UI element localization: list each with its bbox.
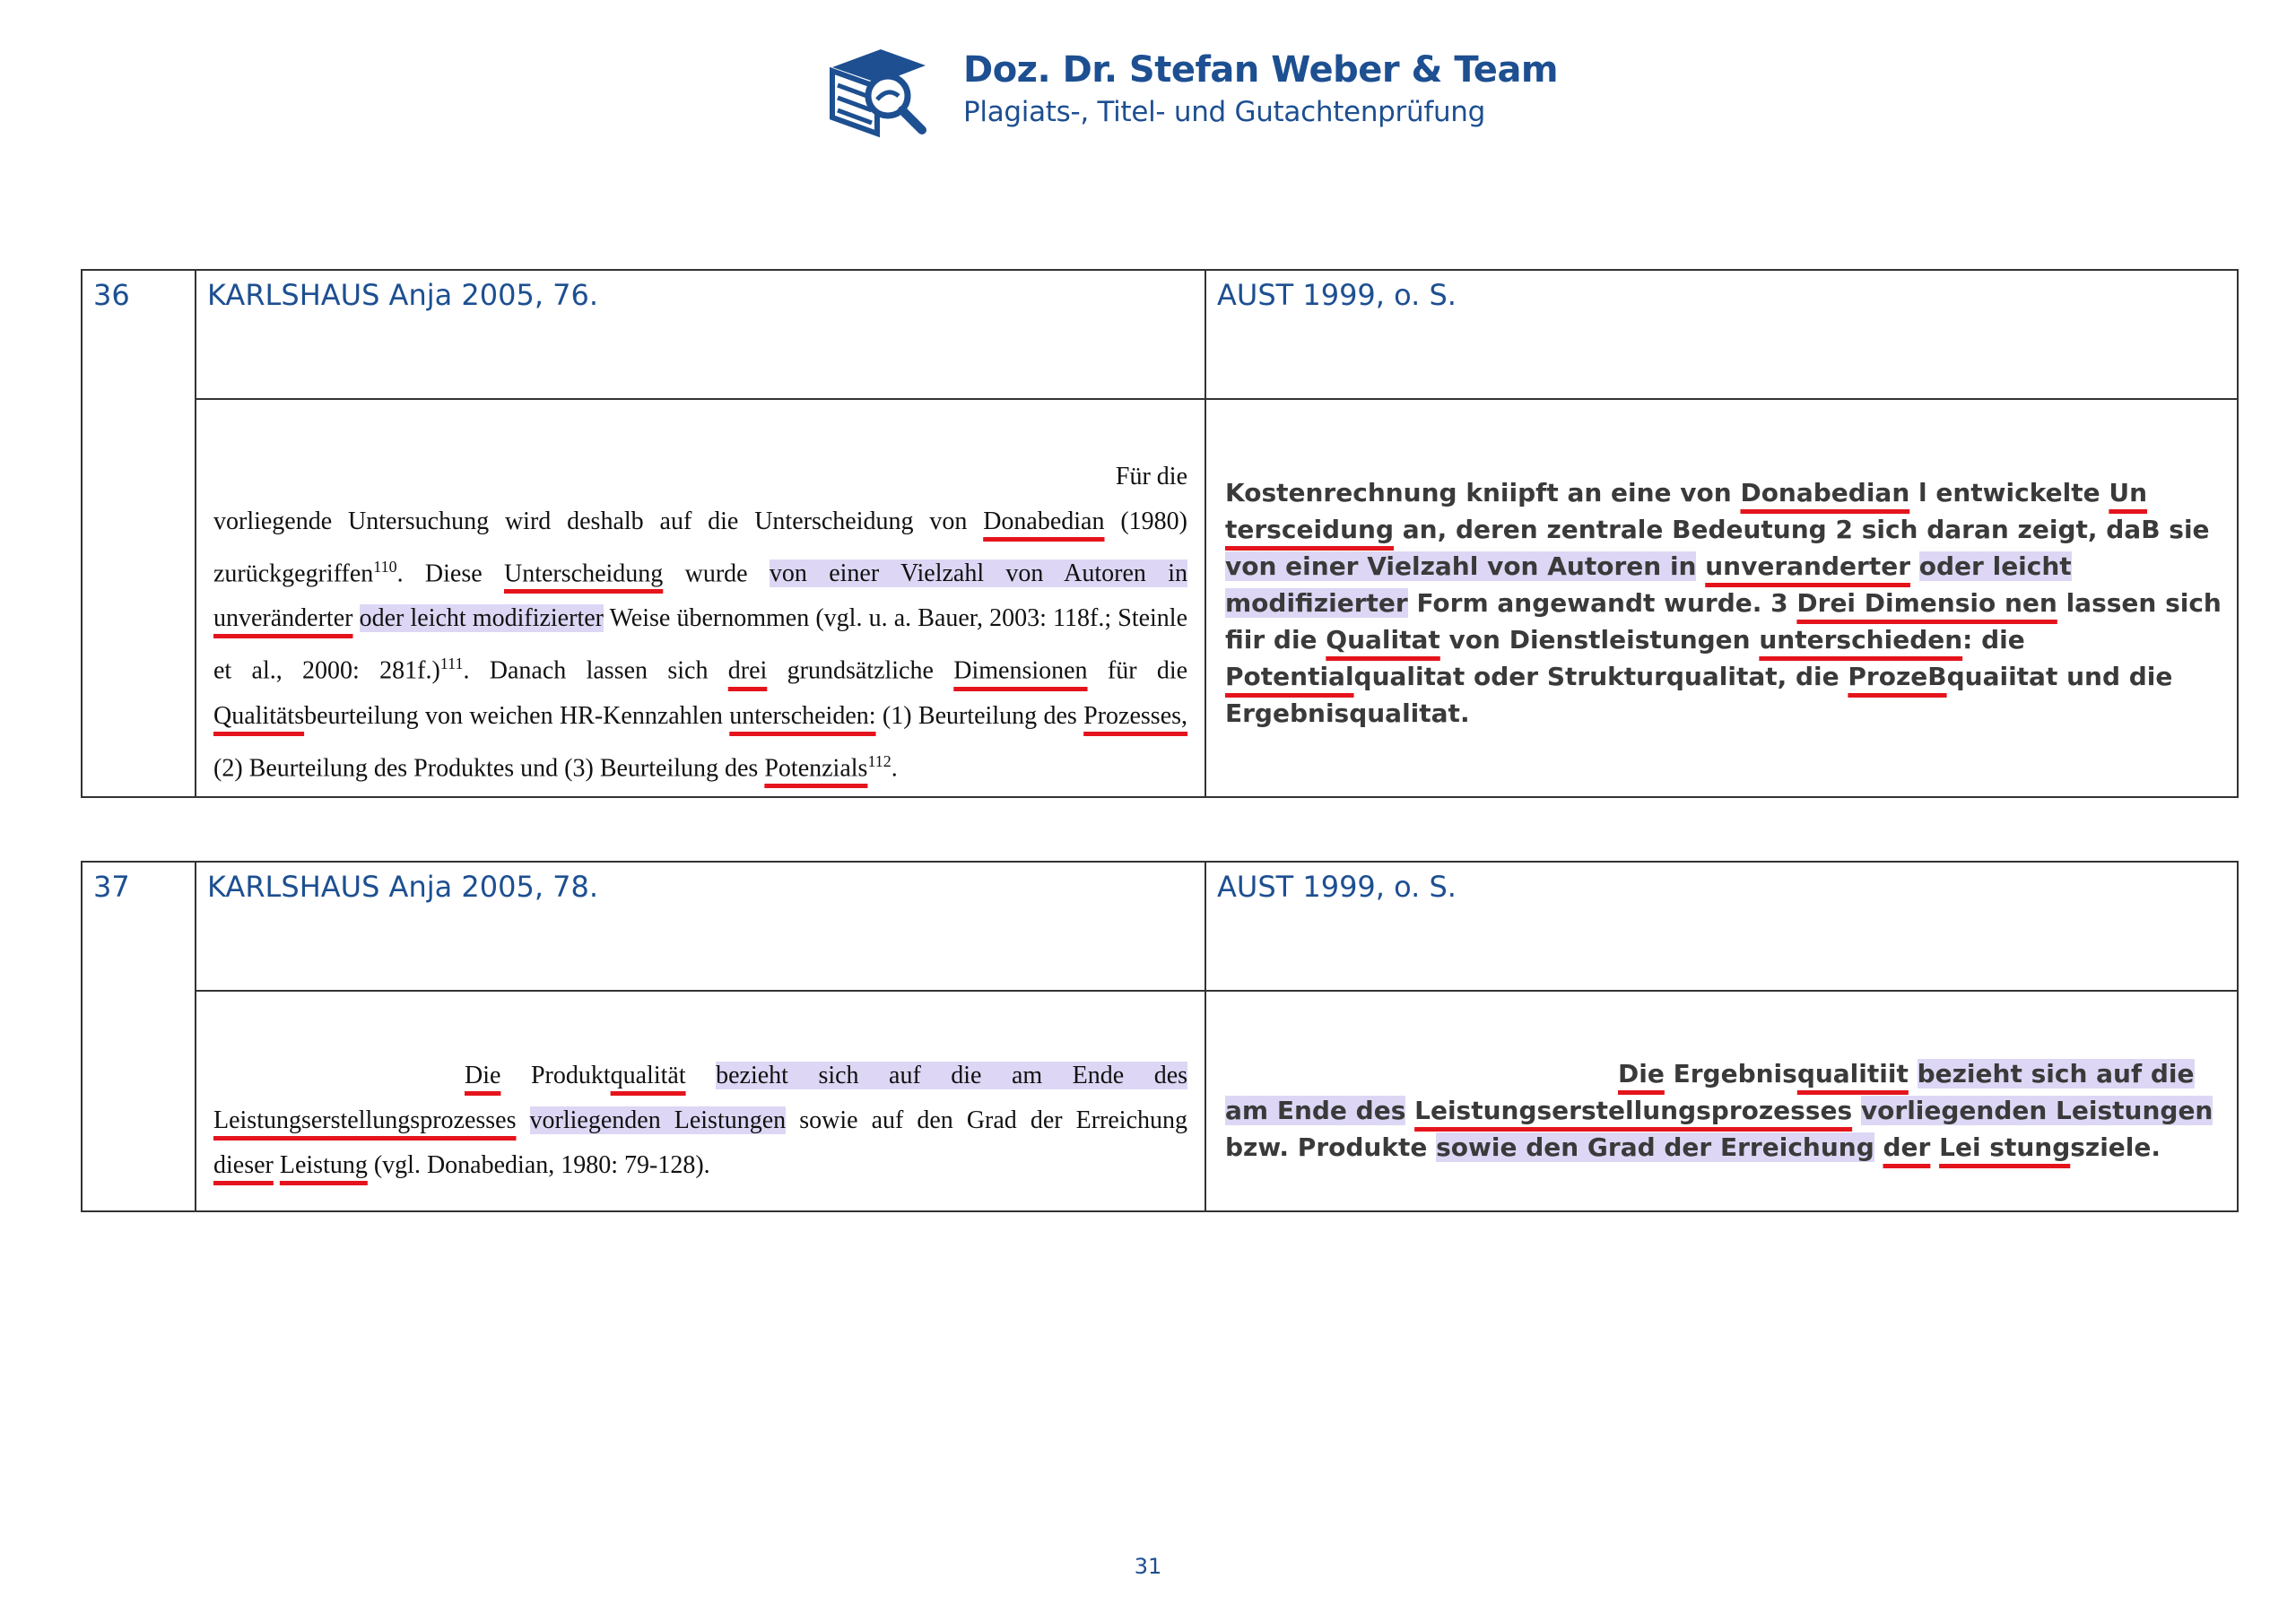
underlined-match: Qualitäts bbox=[213, 701, 305, 730]
highlighted-match: oder leicht modifizierter bbox=[1225, 551, 2072, 618]
underlined-match: unterscheiden: bbox=[729, 701, 876, 730]
highlighted-match: bezieht sich auf die am Ende des bbox=[1225, 1059, 2195, 1125]
excerpt-text: von Dienstleistungen bbox=[1448, 625, 1751, 655]
excerpt-text: beurteilung von weichen HR-Kennzahlen bbox=[304, 701, 723, 730]
excerpt-text: Kostenrechnung kniipft an eine von bbox=[1225, 478, 1732, 507]
comparison-table-36 bbox=[81, 269, 2239, 798]
excerpt-text: Produkt bbox=[530, 1062, 611, 1089]
underlined-match: Qualitat bbox=[1326, 625, 1440, 655]
excerpt-text: für die bbox=[1107, 656, 1188, 685]
source-right: AUST 1999, o. S. bbox=[1205, 270, 2238, 399]
underlined-match: Die bbox=[1618, 1059, 1665, 1089]
excerpt-text: vorliegende Untersuchung wird deshalb auf die Unterscheidung von bbox=[213, 507, 968, 535]
excerpt-left-cell bbox=[196, 399, 1205, 797]
underlined-match: Unterscheidung bbox=[504, 559, 664, 588]
underlined-match: drei bbox=[727, 656, 768, 685]
underlined-match: Prozesses, bbox=[1083, 701, 1188, 730]
underlined-match: unveranderter bbox=[1705, 551, 1911, 581]
excerpt-text: (1980) zurückgegriffen bbox=[213, 507, 1188, 588]
excerpt-text: qualitat oder Strukturqualitat, die bbox=[1353, 662, 1839, 691]
excerpt-text: Form angewandt wurde. 3 bbox=[1416, 588, 1788, 618]
underlined-match: ProzeB bbox=[1848, 662, 1947, 691]
source-left: KARLSHAUS Anja 2005, 76. bbox=[196, 270, 1205, 399]
footnote-marker: 112 bbox=[867, 751, 891, 770]
underlined-match: Potential bbox=[1225, 662, 1354, 691]
excerpt-text: sziele. bbox=[2070, 1132, 2161, 1162]
excerpt-text: an, deren zentrale Bedeutung 2 sich daran zeigt, daB sie bbox=[1402, 515, 2210, 544]
excerpt-text: Weise übernommen (vgl. u. a. Bauer, 2003: 118f.; Steinle et al., 2000: 281f.) bbox=[213, 604, 1188, 685]
highlighted-match: vorliegenden Leistungen bbox=[529, 1106, 787, 1134]
highlighted-match: vorliegenden Leistungen bbox=[1860, 1096, 2213, 1125]
excerpt-text: lassen sich fiir die bbox=[1225, 588, 2222, 655]
underlined-match: Dimensionen bbox=[953, 656, 1088, 685]
excerpt-text: Ergebnis bbox=[1673, 1059, 1797, 1089]
excerpt-text: (vgl. Donabedian, 1980: 79-128). bbox=[373, 1151, 710, 1179]
highlighted-match: bezieht sich auf die am Ende des bbox=[716, 1062, 1188, 1089]
comparison-table-37 bbox=[81, 861, 2239, 1212]
underlined-match: qualitiit bbox=[1796, 1059, 1909, 1089]
underlined-match: qualität bbox=[610, 1062, 686, 1089]
highlighted-match: von einer Vielzahl von Autoren in bbox=[1225, 551, 1697, 581]
excerpt-text: . Diese bbox=[396, 559, 483, 588]
excerpt-left bbox=[197, 993, 1204, 1188]
book-magnifier-logo-icon bbox=[825, 40, 933, 139]
highlighted-match: oder leicht modifizierter bbox=[359, 604, 604, 633]
excerpt-text: bzw. Produkte bbox=[1225, 1132, 1428, 1162]
excerpt-text: (2) Beurteilung des Produktes und (3) Beurteilung des bbox=[213, 753, 759, 782]
excerpt-text: . Danach lassen sich bbox=[463, 656, 709, 685]
underlined-match: unterschieden bbox=[1759, 625, 1963, 655]
excerpt-text: sowie auf den Grad der Erreichung bbox=[799, 1106, 1188, 1134]
entry-number: 37 bbox=[82, 862, 196, 1211]
excerpt-text: : die bbox=[1962, 625, 2025, 655]
highlighted-match: von einer Vielzahl von Autoren in bbox=[769, 559, 1188, 588]
underlined-match: dieser bbox=[213, 1151, 274, 1179]
excerpt-left: Für die vorliegende Untersuchung wird deshalb auf die Unterscheidung von Donabedian (1980) zurückgegriffen$^{110}$. Diese Unterscheidung wurde von einer Vielzahl von Autoren in unveränderter oder leicht modifizierter Weise übernommen (vgl. u. a. Bauer, 2003: 118f.; Steinle et al., 2000: 281f.)$^{111}$. Danach lassen sich drei grundsätzliche Dimensionen für die Qualitätsbeurteilung von weichen HR-Kennzahlen unterscheiden: (1) Beurteilung des Prozesses, (2) Beurteilung des Produktes und (3) Beurteilung des Potenzials$^{112}$. bbox=[213, 463, 1188, 782]
underlined-match: unveränderter bbox=[213, 604, 353, 633]
brand-header bbox=[825, 36, 1558, 143]
excerpt-right-cell bbox=[1205, 991, 2238, 1211]
excerpt-text: . bbox=[891, 753, 898, 782]
excerpt-text: wurde bbox=[684, 559, 748, 588]
underlined-match: Lei stung bbox=[1939, 1132, 2071, 1162]
underlined-match: Leistungserstellungsprozesses bbox=[1414, 1096, 1853, 1125]
excerpt-text: grundsätzliche bbox=[787, 656, 934, 685]
excerpt-left-cell bbox=[196, 991, 1205, 1211]
excerpt-text: (1) Beurteilung des bbox=[882, 701, 1077, 730]
underlined-match: Drei Dimensio nen bbox=[1796, 588, 2057, 618]
page-number: 31 bbox=[1134, 1554, 1162, 1579]
source-right: AUST 1999, o. S. bbox=[1205, 862, 2238, 991]
excerpt-right bbox=[1207, 993, 2236, 1166]
excerpt-right bbox=[1207, 401, 2236, 732]
underlined-match: Leistungserstellungsprozesses bbox=[213, 1106, 517, 1134]
footnote-marker: 110 bbox=[373, 558, 397, 576]
highlighted-match: sowie den Grad der Erreichung bbox=[1436, 1132, 1874, 1162]
underlined-match: Leistung bbox=[279, 1151, 368, 1179]
brand-subtitle: Plagiats-, Titel- und Gutachtenprüfung bbox=[963, 96, 1486, 128]
underlined-match: Donabedian bbox=[983, 507, 1105, 535]
brand-title: Doz. Dr. Stefan Weber & Team bbox=[963, 49, 1559, 91]
excerpt-text: quaiitat und die Ergebnisqualitat. bbox=[1225, 662, 2173, 728]
excerpt-right-cell bbox=[1205, 399, 2238, 797]
footnote-marker: 111 bbox=[439, 655, 464, 673]
underlined-match: der bbox=[1883, 1132, 1931, 1162]
underlined-match: Un tersceidung bbox=[1225, 478, 2147, 544]
source-left: KARLSHAUS Anja 2005, 78. bbox=[196, 862, 1205, 991]
underlined-match: Die bbox=[465, 1062, 501, 1089]
underlined-match: Donabedian bbox=[1740, 478, 1910, 507]
entry-number: 36 bbox=[82, 270, 196, 797]
underlined-match: Potenzials bbox=[764, 753, 868, 782]
excerpt-text: l entwickelte bbox=[1918, 478, 2100, 507]
